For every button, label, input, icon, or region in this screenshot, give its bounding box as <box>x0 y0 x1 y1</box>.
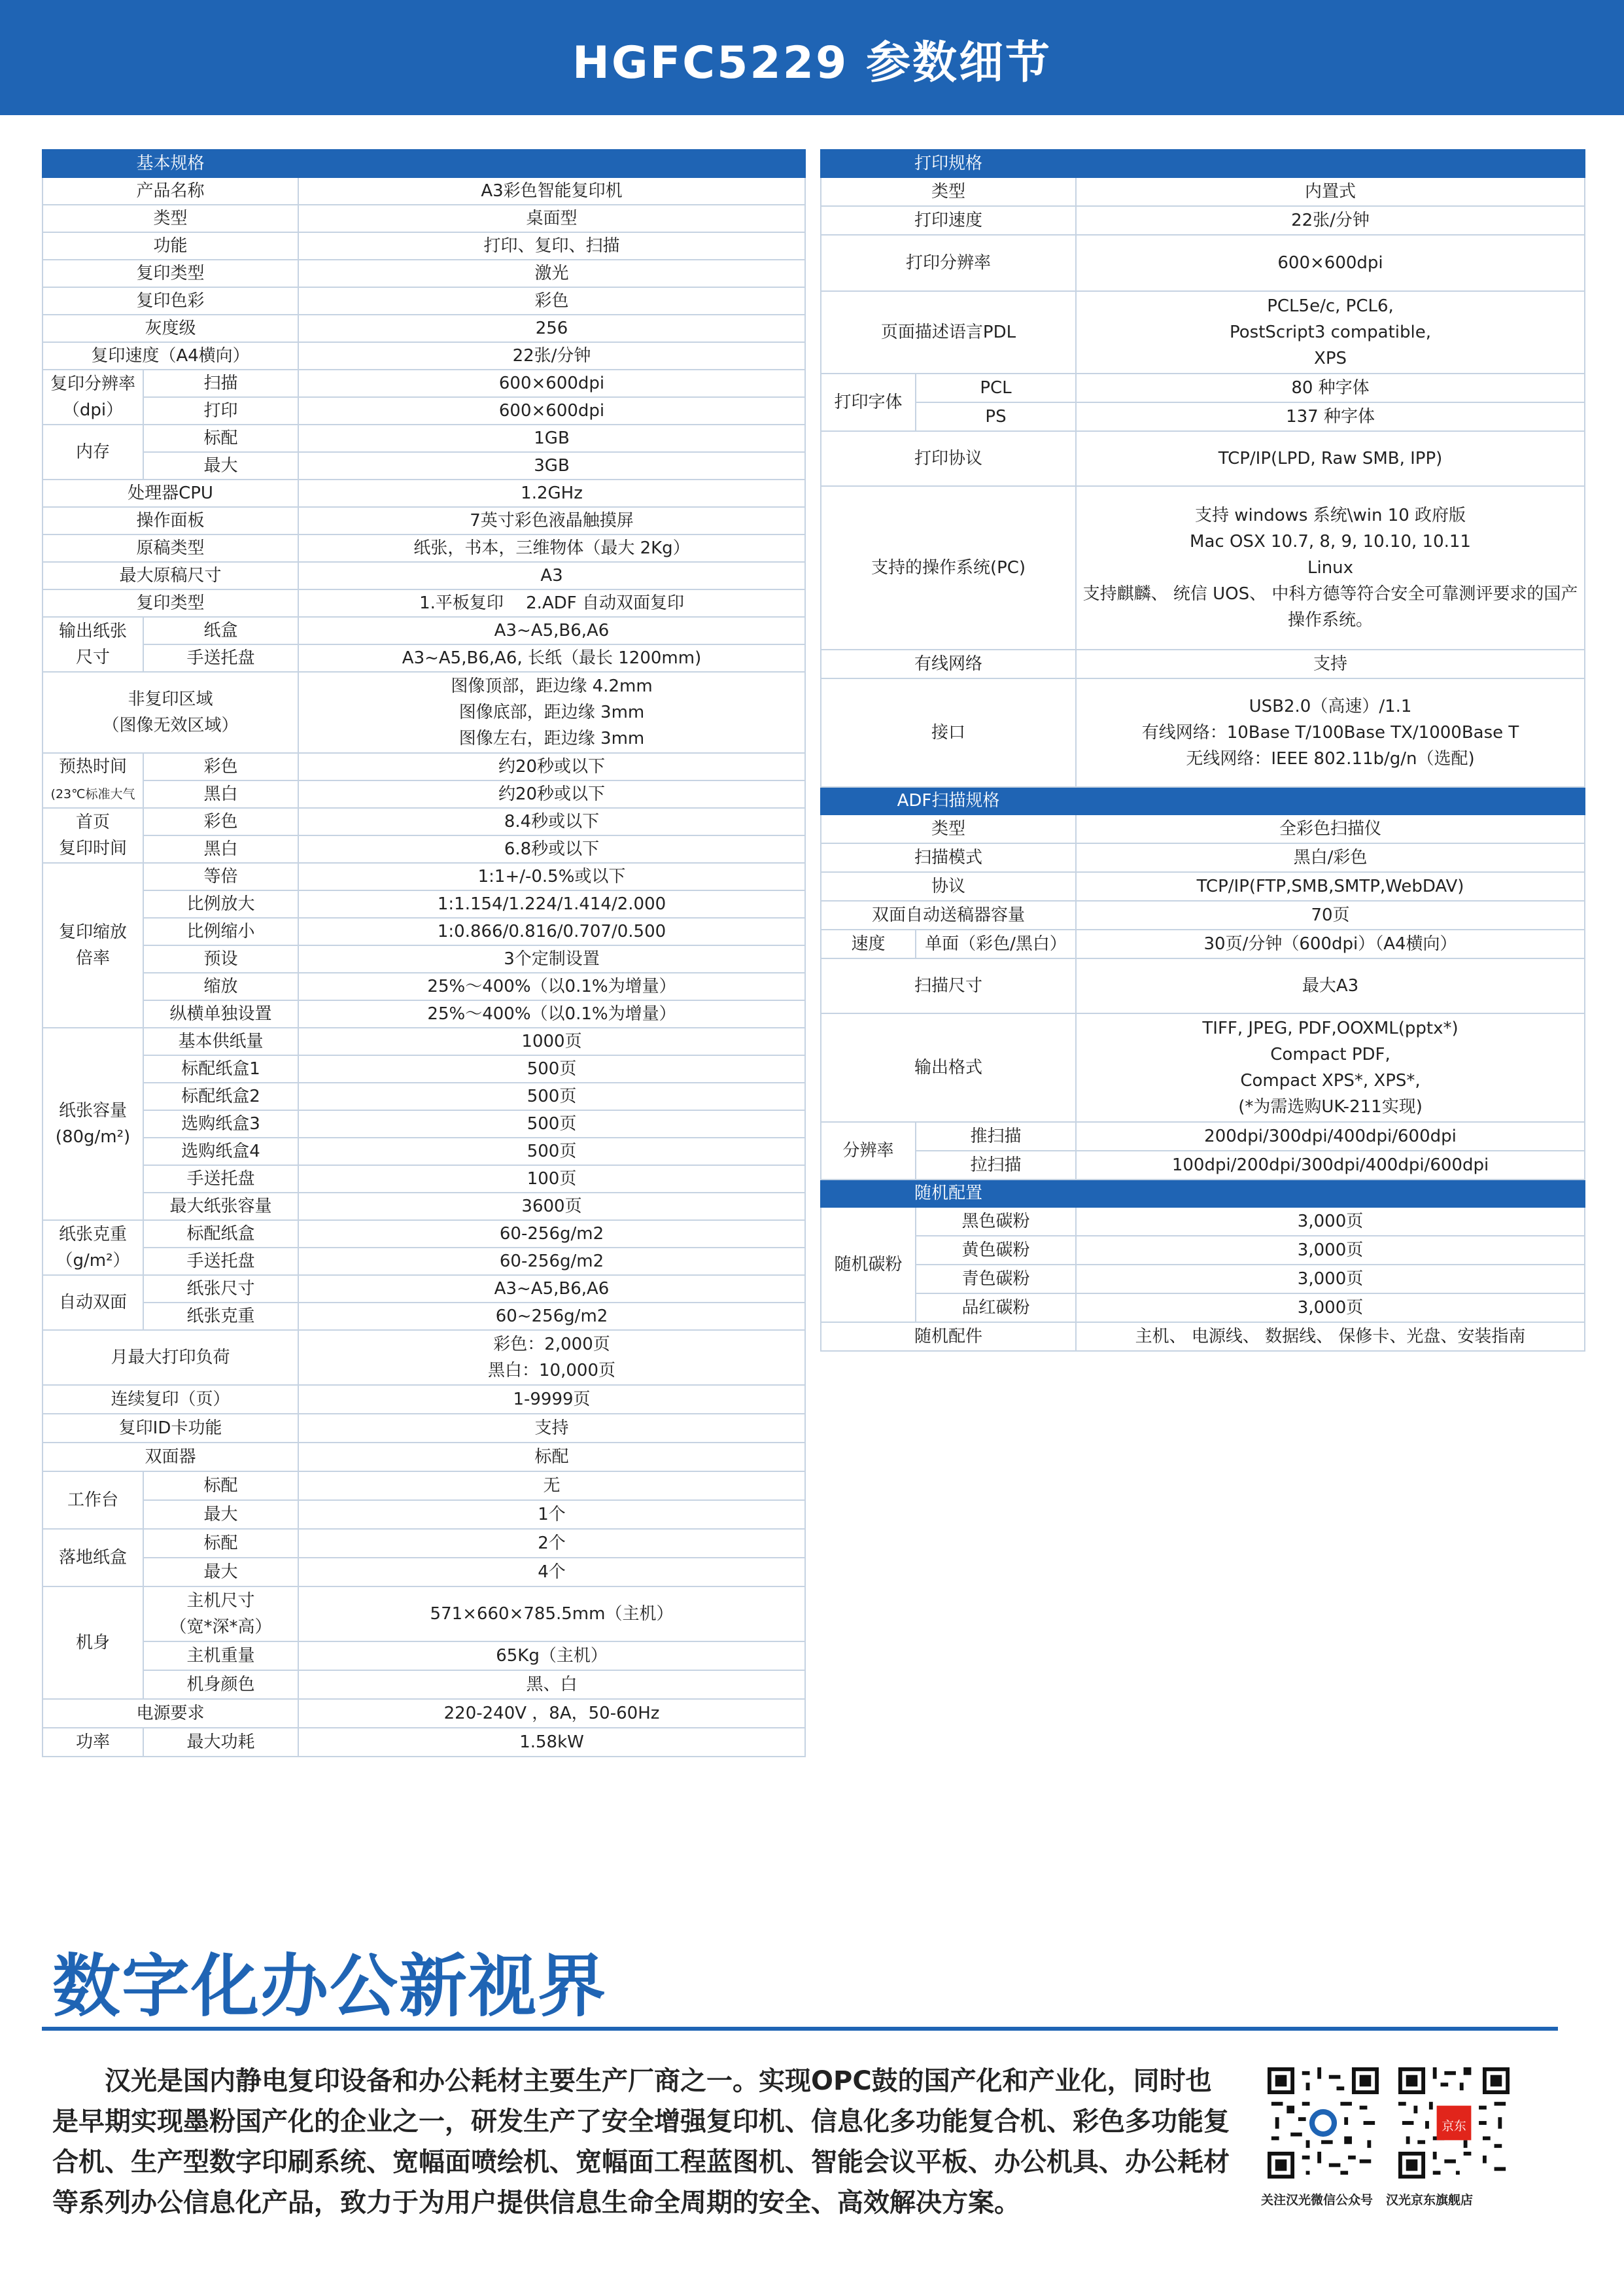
page-header <box>0 0 1624 115</box>
table-row <box>821 431 1585 486</box>
row-label: 黑白 <box>143 780 298 808</box>
table-row <box>821 1293 1585 1322</box>
row-label: 纸张尺寸 <box>143 1275 298 1303</box>
row-value: 4个 <box>298 1558 805 1586</box>
table-row <box>821 958 1585 1013</box>
row-label: 产品名称 <box>43 177 298 205</box>
row-label: 非复印区域 （图像无效区域） <box>43 672 298 753</box>
row-value: A3~A5,B6,A6, 长纸（最长 1200mm) <box>298 644 805 672</box>
row-value: 3GB <box>298 452 805 480</box>
table-row <box>821 1265 1585 1293</box>
table-row <box>821 930 1585 958</box>
row-value: 内置式 <box>1076 177 1585 206</box>
table-row <box>821 402 1585 431</box>
jd-badge-text: 京东 <box>1442 2119 1466 2133</box>
table-row <box>43 1248 805 1275</box>
group-label: 自动双面 <box>43 1275 143 1330</box>
table-row <box>43 1414 805 1443</box>
qr2-caption: 汉光京东旗舰店 <box>1386 2193 1474 2207</box>
table-row <box>43 1138 805 1165</box>
row-value: 3,000页 <box>1076 1207 1585 1236</box>
row-value: 全彩色扫描仪 <box>1076 815 1585 843</box>
row-value: 25%～400%（以0.1%为增量） <box>298 973 805 1000</box>
row-value: 3600页 <box>298 1193 805 1220</box>
row-label: 月最大打印负荷 <box>43 1330 298 1385</box>
row-value: 激光 <box>298 260 805 287</box>
table-row <box>43 1193 805 1220</box>
row-label: 彩色 <box>143 808 298 835</box>
table-row <box>43 287 805 315</box>
row-label: 复印类型 <box>43 260 298 287</box>
table-row <box>43 1443 805 1471</box>
table-row <box>43 835 805 863</box>
table-row <box>821 1122 1585 1151</box>
table-row <box>43 177 805 205</box>
row-label: 处理器CPU <box>43 480 298 507</box>
row-label: 手送托盘 <box>143 1165 298 1193</box>
row-label: 复印类型 <box>43 589 298 617</box>
row-value: 约20秒或以下 <box>298 780 805 808</box>
group-label: 打印字体 <box>821 374 916 431</box>
row-label: 扫描 <box>143 370 298 397</box>
row-value: 256 <box>298 315 805 342</box>
row-value: 500页 <box>298 1110 805 1138</box>
table-row <box>43 1558 805 1586</box>
group-label: 纸张容量 (80g/m²) <box>43 1028 143 1220</box>
row-value: USB2.0（高速）/1.1 有线网络：10Base T/100Base TX/1000Base T 无线网络：IEEE 802.11b/g/n（选配) <box>1076 678 1585 787</box>
table-row <box>43 1303 805 1330</box>
table-row <box>43 1165 805 1193</box>
section-header-row <box>43 150 805 177</box>
table-row <box>821 486 1585 650</box>
row-value: 标配 <box>298 1443 805 1471</box>
group-label: 复印缩放 倍率 <box>43 863 143 1028</box>
qr-captions <box>1223 2190 1511 2208</box>
row-label: 扫描模式 <box>821 843 1076 872</box>
table-row <box>821 291 1585 374</box>
row-value: 6.8秒或以下 <box>298 835 805 863</box>
table-row <box>43 232 805 260</box>
table-row <box>43 1586 805 1641</box>
row-label: 标配 <box>143 1529 298 1558</box>
row-label: 复印色彩 <box>43 287 298 315</box>
table-row <box>43 534 805 562</box>
row-label: 打印分辨率 <box>821 235 1076 291</box>
row-label: 协议 <box>821 872 1076 901</box>
row-label: PCL <box>916 374 1076 402</box>
row-label: 主机尺寸 （宽*深*高） <box>143 1586 298 1641</box>
table-row <box>43 589 805 617</box>
row-label: 比例放大 <box>143 890 298 918</box>
row-label: 等倍 <box>143 863 298 890</box>
group-label: 速度 <box>821 930 916 958</box>
row-label: 接口 <box>821 678 1076 787</box>
jd-store-qr-code-icon[interactable] <box>1398 2067 1510 2179</box>
row-value: 纸张，书本，三维物体（最大 2Kg） <box>298 534 805 562</box>
table-row <box>821 1013 1585 1122</box>
group-label: 内存 <box>43 425 143 480</box>
table-row <box>43 507 805 534</box>
row-value: 500页 <box>298 1055 805 1083</box>
row-value: 1.平板复印 2.ADF 自动双面复印 <box>298 589 805 617</box>
row-label: 复印速度（A4横向） <box>43 342 298 370</box>
group-label: 工作台 <box>43 1471 143 1529</box>
row-label: 黄色碳粉 <box>916 1236 1076 1265</box>
row-label: 标配纸盒1 <box>143 1055 298 1083</box>
row-value: 60~256g/m2 <box>298 1303 805 1330</box>
row-value: 25%～400%（以0.1%为增量） <box>298 1000 805 1028</box>
table-row <box>43 260 805 287</box>
row-label: 青色碳粉 <box>916 1265 1076 1293</box>
row-label: 支持的操作系统(PC) <box>821 486 1076 650</box>
table-row <box>43 1220 805 1248</box>
row-value: 500页 <box>298 1138 805 1165</box>
row-value: 30页/分钟（600dpi）（A4横向） <box>1076 930 1585 958</box>
row-value: 1.58kW <box>298 1728 805 1757</box>
table-row <box>43 1641 805 1670</box>
table-row <box>821 1236 1585 1265</box>
row-label: 打印 <box>143 397 298 425</box>
wechat-qr-code-icon[interactable] <box>1268 2067 1379 2179</box>
row-value: TCP/IP(FTP,SMB,SMTP,WebDAV) <box>1076 872 1585 901</box>
table-row <box>821 235 1585 291</box>
row-value: 8.4秒或以下 <box>298 808 805 835</box>
row-value: 70页 <box>1076 901 1585 930</box>
row-value: 最大A3 <box>1076 958 1585 1013</box>
row-value: 1.2GHz <box>298 480 805 507</box>
table-row <box>43 1000 805 1028</box>
row-value: A3 <box>298 562 805 589</box>
row-value: 100页 <box>298 1165 805 1193</box>
table-row <box>821 1207 1585 1236</box>
section-title: ADF扫描规格 <box>821 787 1076 815</box>
table-row <box>43 890 805 918</box>
row-label: 单面（彩色/黑白） <box>916 930 1076 958</box>
row-label: 类型 <box>821 177 1076 206</box>
table-row <box>43 562 805 589</box>
row-value: 500页 <box>298 1083 805 1110</box>
section-header-row <box>821 787 1585 815</box>
row-value: 1-9999页 <box>298 1385 805 1414</box>
group-label: 复印分辨率 （dpi） <box>43 370 143 425</box>
row-value: 220-240V ，8A，50-60Hz <box>298 1699 805 1728</box>
row-label: 预设 <box>143 945 298 973</box>
row-value: PCL5e/c, PCL6, PostScript3 compatible, XPS <box>1076 291 1585 374</box>
row-value: 1000页 <box>298 1028 805 1055</box>
row-value: A3~A5,B6,A6 <box>298 1275 805 1303</box>
table-row <box>43 1110 805 1138</box>
row-label: 标配纸盒 <box>143 1220 298 1248</box>
table-row <box>43 617 805 644</box>
row-value: A3彩色智能复印机 <box>298 177 805 205</box>
row-value: 3个定制设置 <box>298 945 805 973</box>
row-value: 桌面型 <box>298 205 805 232</box>
row-label: 标配 <box>143 425 298 452</box>
slogan: 数字化办公新视界 <box>52 1946 608 2026</box>
row-value: 60-256g/m2 <box>298 1248 805 1275</box>
table-row <box>43 1728 805 1757</box>
table-row <box>43 205 805 232</box>
row-label: 拉扫描 <box>916 1151 1076 1180</box>
table-row <box>43 370 805 397</box>
row-label: 机身颜色 <box>143 1670 298 1699</box>
table-row <box>43 1385 805 1414</box>
row-value: 支持 <box>1076 650 1585 678</box>
row-value: 黑白/彩色 <box>1076 843 1585 872</box>
table-row <box>43 780 805 808</box>
row-label: 手送托盘 <box>143 1248 298 1275</box>
row-label: 纸盒 <box>143 617 298 644</box>
row-value: 2个 <box>298 1529 805 1558</box>
group-label: 分辨率 <box>821 1122 916 1180</box>
row-value: 137 种字体 <box>1076 402 1585 431</box>
row-value: 彩色 <box>298 287 805 315</box>
row-value: 3,000页 <box>1076 1265 1585 1293</box>
row-value: 支持 <box>298 1414 805 1443</box>
row-value: 打印、复印、扫描 <box>298 232 805 260</box>
row-value: 22张/分钟 <box>298 342 805 370</box>
section-title: 随机配置 <box>821 1180 1076 1207</box>
row-label: 纸张克重 <box>143 1303 298 1330</box>
row-label: 推扫描 <box>916 1122 1076 1151</box>
group-label: 纸张克重 （g/m²） <box>43 1220 143 1275</box>
row-label: 彩色 <box>143 753 298 780</box>
row-value: 600×600dpi <box>1076 235 1585 291</box>
row-value: 65Kg（主机） <box>298 1641 805 1670</box>
row-value: 22张/分钟 <box>1076 206 1585 235</box>
row-value: 80 种字体 <box>1076 374 1585 402</box>
row-value: 7英寸彩色液晶触摸屏 <box>298 507 805 534</box>
row-label: 类型 <box>821 815 1076 843</box>
section-header-row <box>821 150 1585 177</box>
group-label: 机身 <box>43 1586 143 1699</box>
table-row <box>43 644 805 672</box>
table-row <box>43 342 805 370</box>
row-label: 打印协议 <box>821 431 1076 486</box>
row-value: A3~A5,B6,A6 <box>298 617 805 644</box>
table-row <box>43 1529 805 1558</box>
row-label: 最大功耗 <box>143 1728 298 1757</box>
row-label: 标配 <box>143 1471 298 1500</box>
table-row <box>43 808 805 835</box>
row-value: 3,000页 <box>1076 1293 1585 1322</box>
row-label: 黑色碳粉 <box>916 1207 1076 1236</box>
table-row <box>43 945 805 973</box>
row-label: 主机重量 <box>143 1641 298 1670</box>
table-row <box>821 650 1585 678</box>
table-row <box>821 678 1585 787</box>
row-label: 有线网络 <box>821 650 1076 678</box>
row-label: 打印速度 <box>821 206 1076 235</box>
table-row <box>821 872 1585 901</box>
row-label: 连续复印（页） <box>43 1385 298 1414</box>
row-label: 比例缩小 <box>143 918 298 945</box>
table-row <box>821 815 1585 843</box>
row-label: 品红碳粉 <box>916 1293 1076 1322</box>
row-label: 操作面板 <box>43 507 298 534</box>
row-label: 缩放 <box>143 973 298 1000</box>
group-label: 随机碳粉 <box>821 1207 916 1322</box>
row-value: 1:1+/-0.5%或以下 <box>298 863 805 890</box>
table-row <box>43 425 805 452</box>
row-label: 双面器 <box>43 1443 298 1471</box>
row-label: 类型 <box>43 205 298 232</box>
row-value: TCP/IP(LPD, Raw SMB, IPP) <box>1076 431 1585 486</box>
table-row <box>821 843 1585 872</box>
table-row <box>821 901 1585 930</box>
row-value: 支持 windows 系统\win 10 政府版 Mac OSX 10.7, 8, 9, 10.10, 10.11 Linux 支持麒麟、 统信 UOS、 中科方德等符合安全可靠测评要求的国产 操作系统。 <box>1076 486 1585 650</box>
table-row <box>43 1028 805 1055</box>
row-label: 基本供纸量 <box>143 1028 298 1055</box>
row-label: 最大原稿尺寸 <box>43 562 298 589</box>
basic-spec-table <box>42 149 806 1757</box>
row-value: 1GB <box>298 425 805 452</box>
company-intro: 汉光是国内静电复印设备和办公耗材主要生产厂商之一。实现OPC鼓的国产化和产业化，同时也是早期实现墨粉国产化的企业之一，研发生产了安全增强复印机、信息化多功能复合机、彩色多功能复合机、生产型数字印刷系统、宽幅面喷绘机、宽幅面工程蓝图机、智能会议平板、办公机具、办公耗材等系列办公信息化产品，致力于为用户提供信息生命全周期的安全、高效解决方案。 <box>52 2066 1230 2218</box>
row-value: 主机、 电源线、 数据线、 保修卡、光盘、安装指南 <box>1076 1322 1585 1351</box>
table-row <box>43 1699 805 1728</box>
group-label: 首页 复印时间 <box>43 808 143 863</box>
divider <box>42 2027 1558 2031</box>
row-value: 60-256g/m2 <box>298 1220 805 1248</box>
row-label: 扫描尺寸 <box>821 958 1076 1013</box>
table-row <box>821 1151 1585 1180</box>
row-label: 黑白 <box>143 835 298 863</box>
table-row <box>821 177 1585 206</box>
section-header-row <box>821 1180 1585 1207</box>
row-value: 600×600dpi <box>298 397 805 425</box>
table-row <box>43 672 805 753</box>
table-row <box>43 1055 805 1083</box>
row-label: 标配纸盒2 <box>143 1083 298 1110</box>
row-label: 灰度级 <box>43 315 298 342</box>
row-value: 571×660×785.5mm（主机） <box>298 1586 805 1641</box>
row-label: 复印ID卡功能 <box>43 1414 298 1443</box>
row-label: 随机配件 <box>821 1322 1076 1351</box>
group-label: 预热时间 (23℃标准大气 <box>43 753 143 808</box>
row-label: 原稿类型 <box>43 534 298 562</box>
table-row <box>43 315 805 342</box>
row-value: 1个 <box>298 1500 805 1529</box>
table-row <box>43 753 805 780</box>
row-value: 图像顶部，距边缘 4.2mm 图像底部，距边缘 3mm 图像左右，距边缘 3mm <box>298 672 805 753</box>
table-row <box>43 452 805 480</box>
row-label: 手送托盘 <box>143 644 298 672</box>
table-row <box>43 397 805 425</box>
table-row <box>43 1083 805 1110</box>
row-value: 约20秒或以下 <box>298 753 805 780</box>
row-value: TIFF, JPEG, PDF,OOXML(pptx*) Compact PDF, Compact XPS*, XPS*, (*为需选购UK-211实现) <box>1076 1013 1585 1122</box>
table-row <box>43 863 805 890</box>
row-label: 功能 <box>43 232 298 260</box>
group-label: 落地纸盒 <box>43 1529 143 1586</box>
table-row <box>821 1322 1585 1351</box>
row-label: 双面自动送稿器容量 <box>821 901 1076 930</box>
table-row <box>43 1500 805 1529</box>
row-value: 1:0.866/0.816/0.707/0.500 <box>298 918 805 945</box>
table-row <box>821 206 1585 235</box>
row-label: 最大纸张容量 <box>143 1193 298 1220</box>
row-label: 页面描述语言PDL <box>821 291 1076 374</box>
section-title: 基本规格 <box>43 150 298 177</box>
group-label: 输出纸张 尺寸 <box>43 617 143 672</box>
page-title: HGFC5229 参数细节 <box>572 37 1052 89</box>
row-label: 选购纸盒4 <box>143 1138 298 1165</box>
table-row <box>821 374 1585 402</box>
group-label: 功率 <box>43 1728 143 1757</box>
table-row <box>43 1275 805 1303</box>
table-row <box>43 1471 805 1500</box>
table-row <box>43 973 805 1000</box>
row-label: 最大 <box>143 1500 298 1529</box>
row-value: 100dpi/200dpi/300dpi/400dpi/600dpi <box>1076 1151 1585 1180</box>
section-title: 打印规格 <box>821 150 1076 177</box>
row-value: 无 <box>298 1471 805 1500</box>
row-label: 纵横单独设置 <box>143 1000 298 1028</box>
row-value: 彩色：2,000页 黑白：10,000页 <box>298 1330 805 1385</box>
row-label: 最大 <box>143 452 298 480</box>
row-label: 选购纸盒3 <box>143 1110 298 1138</box>
row-label: 最大 <box>143 1558 298 1586</box>
print-spec-table <box>820 149 1585 1352</box>
row-value: 3,000页 <box>1076 1236 1585 1265</box>
table-row <box>43 1330 805 1385</box>
row-value: 600×600dpi <box>298 370 805 397</box>
row-value: 1:1.154/1.224/1.414/2.000 <box>298 890 805 918</box>
row-label: 输出格式 <box>821 1013 1076 1122</box>
row-value: 200dpi/300dpi/400dpi/600dpi <box>1076 1122 1585 1151</box>
table-row <box>43 918 805 945</box>
row-label: 电源要求 <box>43 1699 298 1728</box>
table-row <box>43 480 805 507</box>
table-row <box>43 1670 805 1699</box>
row-label: PS <box>916 402 1076 431</box>
row-value: 黑、白 <box>298 1670 805 1699</box>
qr1-caption: 关注汉光微信公众号 <box>1260 2193 1373 2207</box>
